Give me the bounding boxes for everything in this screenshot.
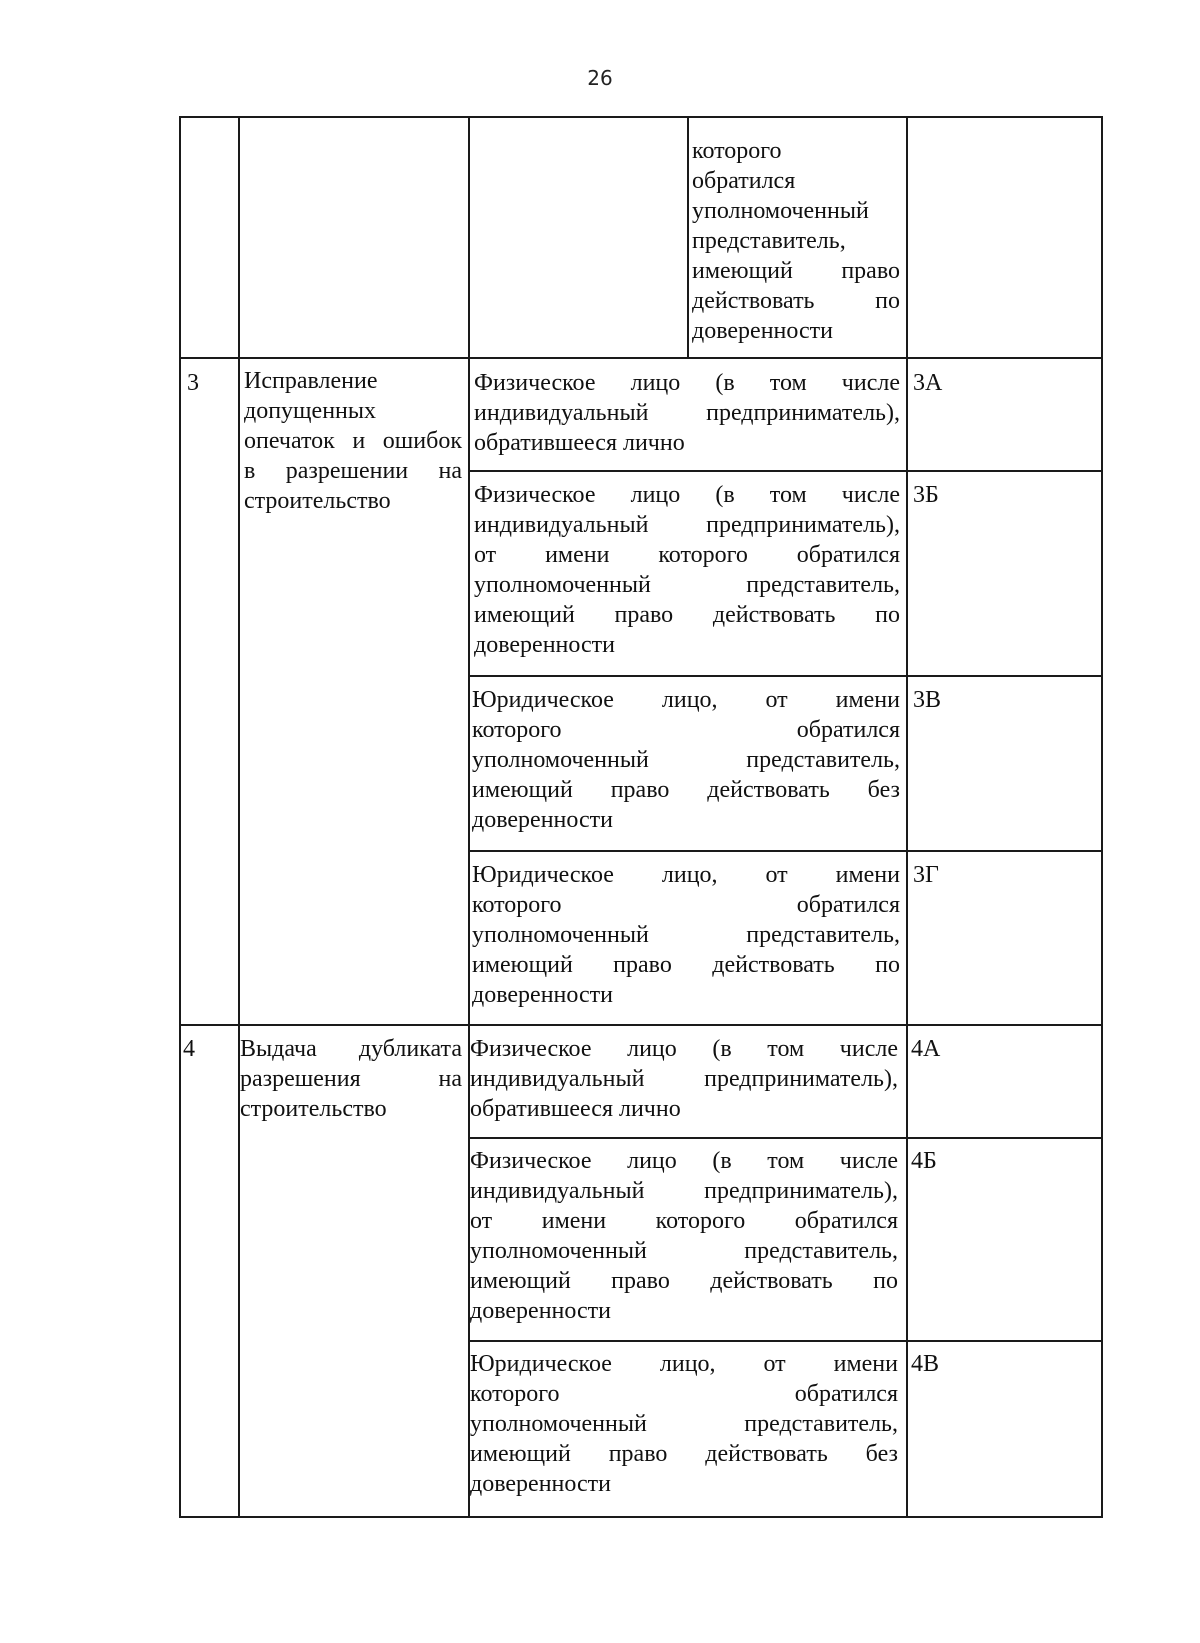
table-border-left: [179, 116, 181, 1517]
text-line: имеющий право действовать по: [470, 1268, 898, 1294]
text-line: доверенности: [474, 632, 615, 658]
col-sep-1: [238, 116, 240, 1516]
text-line: индивидуальный предприниматель),: [470, 1178, 898, 1204]
continuation-applicant-cell: [692, 136, 900, 346]
service-name-cell: [240, 1034, 462, 1124]
text-line: строительство: [244, 488, 391, 514]
applicant-option-cell: [474, 480, 900, 660]
text-line: Физическое лицо (в том числе: [470, 1036, 898, 1062]
row-line-3v-end: [468, 850, 1103, 852]
text-line: уполномоченный представитель,: [470, 1411, 898, 1437]
text-line: индивидуальный предприниматель),: [474, 400, 900, 426]
text-line: уполномоченный представитель,: [472, 747, 900, 773]
text-line: Выдача дубликата: [240, 1036, 462, 1062]
text-line: уполномоченный представитель,: [474, 572, 900, 598]
text-line: Физическое лицо (в том числе: [474, 370, 900, 396]
row-number: 4: [183, 1036, 195, 1062]
text-line: уполномоченный представитель,: [470, 1238, 898, 1264]
applicant-option-cell: [474, 368, 900, 458]
option-code: 3Г: [913, 862, 939, 888]
text-line: имеющий право действовать по: [474, 602, 900, 628]
page-number: 26: [587, 66, 613, 90]
text-line: от имени которого обратился: [470, 1208, 898, 1234]
text-line: обратившееся лично: [470, 1096, 681, 1122]
text-line: Исправление: [244, 368, 378, 394]
table-border-bottom: [179, 1516, 1103, 1518]
row-number: 3: [187, 370, 199, 396]
text-line: разрешения на: [240, 1066, 462, 1092]
text-line: Юридическое лицо, от имени: [470, 1351, 898, 1377]
text-line: действовать по: [692, 288, 900, 314]
text-line: которого: [692, 138, 782, 164]
text-line: имеющий право действовать без: [470, 1441, 898, 1467]
text-line: в разрешении на: [244, 458, 462, 484]
text-line: строительство: [240, 1096, 387, 1122]
text-line: обратившееся лично: [474, 430, 685, 456]
text-line: которого обратился: [470, 1381, 898, 1407]
option-code: 4В: [911, 1351, 940, 1377]
col-sep-continuation: [687, 116, 689, 358]
text-line: доверенности: [692, 318, 833, 344]
text-line: допущенных: [244, 398, 376, 424]
text-line: доверенности: [472, 982, 613, 1008]
text-line: индивидуальный предприниматель),: [470, 1066, 898, 1092]
row-line-3a-end: [468, 470, 1103, 472]
text-line: представитель,: [692, 228, 846, 254]
applicant-option-cell: [470, 1349, 898, 1499]
row-line-3b-end: [468, 675, 1103, 677]
text-line: имеющий право действовать по: [472, 952, 900, 978]
text-line: которого обратился: [472, 717, 900, 743]
text-line: доверенности: [470, 1471, 611, 1497]
text-line: от имени которого обратился: [474, 542, 900, 568]
option-code: 4А: [911, 1036, 941, 1062]
text-line: доверенности: [472, 807, 613, 833]
applicant-option-cell: [472, 860, 900, 1010]
option-code: 4Б: [911, 1148, 937, 1174]
option-code: 3А: [913, 370, 943, 396]
text-line: обратился: [692, 168, 796, 194]
applicant-option-cell: [470, 1146, 898, 1326]
row-line-row3-end: [179, 1024, 1103, 1026]
text-line: уполномоченный представитель,: [472, 922, 900, 948]
col-sep-3: [906, 116, 908, 1516]
text-line: которого обратился: [472, 892, 900, 918]
service-name-cell: [244, 366, 462, 516]
table-border-top: [180, 116, 1102, 118]
text-line: Физическое лицо (в том числе: [474, 482, 900, 508]
text-line: Юридическое лицо, от имени: [472, 687, 900, 713]
table-border-right: [1101, 116, 1103, 1517]
text-line: имеющий право действовать без: [472, 777, 900, 803]
option-code: 3Б: [913, 482, 939, 508]
row-line-4b-end: [468, 1340, 1103, 1342]
row-line-4a-end: [468, 1137, 1103, 1139]
text-line: индивидуальный предприниматель),: [474, 512, 900, 538]
text-line: опечаток и ошибок: [244, 428, 462, 454]
applicant-option-cell: [472, 685, 900, 835]
row-line-continuation-end: [179, 357, 1103, 359]
text-line: Юридическое лицо, от имени: [472, 862, 900, 888]
text-line: Физическое лицо (в том числе: [470, 1148, 898, 1174]
text-line: уполномоченный: [692, 198, 869, 224]
text-line: доверенности: [470, 1298, 611, 1324]
option-code: 3В: [913, 687, 942, 713]
applicant-option-cell: [470, 1034, 898, 1124]
text-line: имеющий право: [692, 258, 900, 284]
